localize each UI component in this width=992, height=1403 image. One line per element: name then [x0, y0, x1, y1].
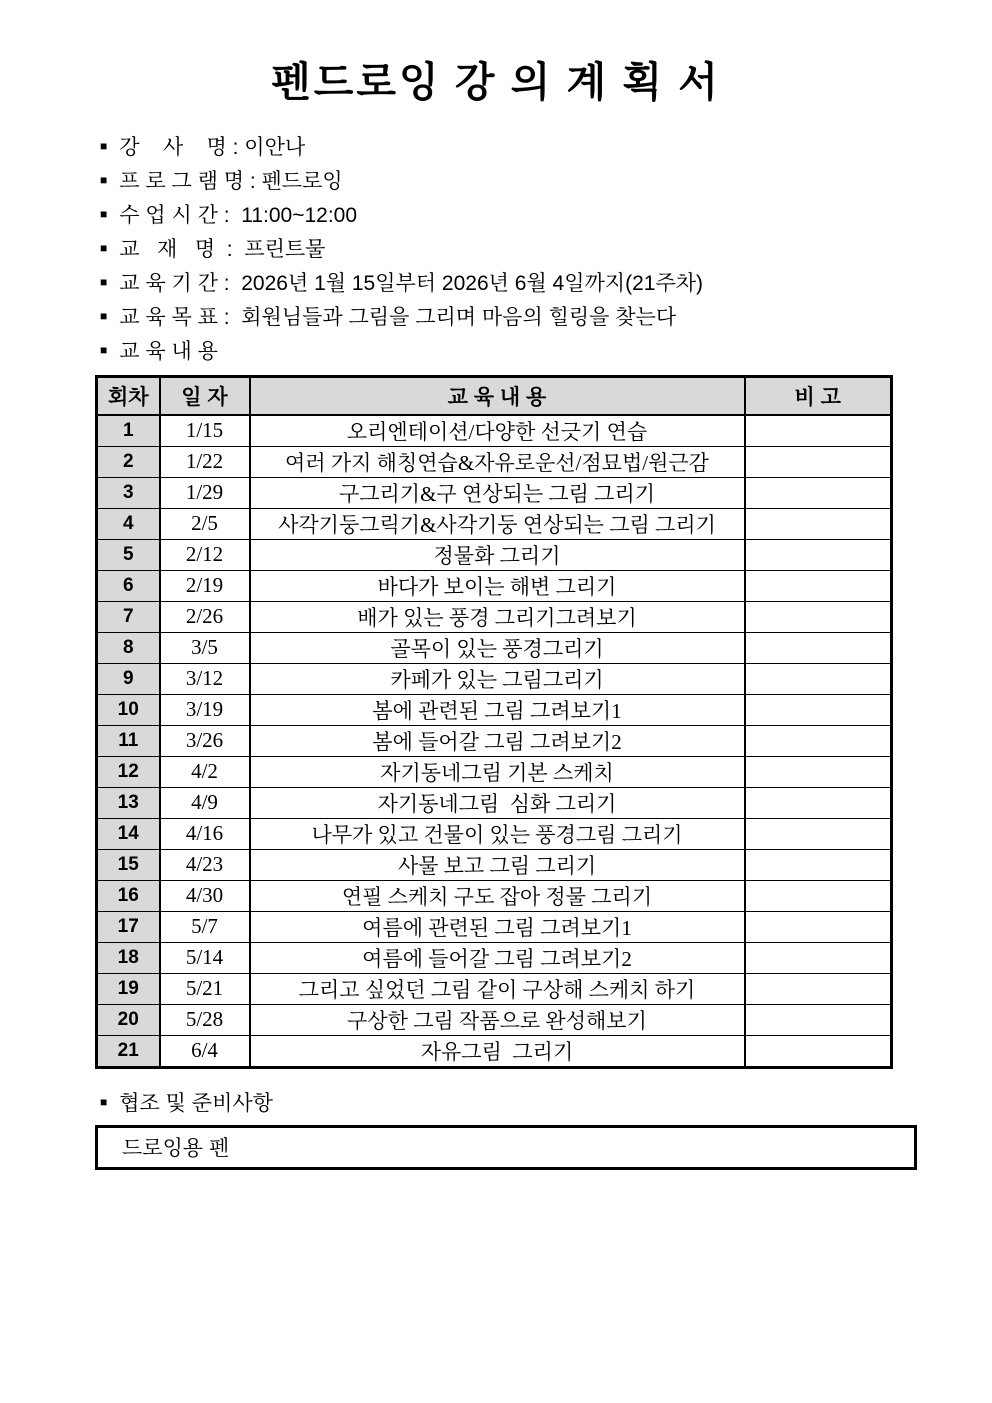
info-text: 프 로 그 램 명 : 펜드로잉 [119, 170, 343, 194]
prep-section-label [100, 1085, 992, 1119]
table-row [97, 818, 892, 849]
bullet-icon: ■ [100, 1094, 108, 1109]
table-row [97, 849, 892, 880]
table-header-row [97, 377, 892, 415]
info-text: 교 재 명 : 프린트물 [119, 238, 326, 262]
cell-note [745, 973, 892, 1004]
bullet-icon: ■ [100, 309, 108, 324]
bullet-icon: ■ [100, 343, 108, 358]
cell-note [745, 725, 892, 756]
cell-date: 3/12 [160, 663, 250, 694]
header-cell-note: 비 고 [745, 377, 892, 415]
cell-note [745, 1035, 892, 1067]
header-cell-content: 교 육 내 용 [250, 377, 745, 415]
cell-date: 1/15 [160, 415, 250, 447]
cell-note [745, 818, 892, 849]
cell-note [745, 1004, 892, 1035]
table-row [97, 1035, 892, 1067]
cell-date: 4/30 [160, 880, 250, 911]
cell-session-number: 9 [97, 663, 160, 694]
cell-note [745, 756, 892, 787]
cell-content: 자기동네그림 기본 스케치 [250, 756, 745, 787]
cell-content: 구그리기&구 연상되는 그림 그리기 [250, 477, 745, 508]
cell-content: 여름에 들어갈 그림 그려보기2 [250, 942, 745, 973]
cell-content: 연필 스케치 구도 잡아 정물 그리기 [250, 880, 745, 911]
cell-content: 바다가 보이는 해변 그리기 [250, 570, 745, 601]
bullet-icon: ■ [100, 173, 108, 188]
cell-date: 4/23 [160, 849, 250, 880]
table-row [97, 446, 892, 477]
cell-content: 그리고 싶었던 그림 같이 구상해 스케치 하기 [250, 973, 745, 1004]
cell-date: 4/16 [160, 818, 250, 849]
info-text: 교 육 내 용 [119, 340, 218, 364]
info-item-instructor [100, 129, 992, 163]
cell-session-number: 19 [97, 973, 160, 1004]
cell-date: 1/22 [160, 446, 250, 477]
cell-content: 나무가 있고 건물이 있는 풍경그림 그리기 [250, 818, 745, 849]
cell-date: 2/26 [160, 601, 250, 632]
cell-date: 6/4 [160, 1035, 250, 1067]
cell-date: 2/12 [160, 539, 250, 570]
cell-session-number: 18 [97, 942, 160, 973]
cell-date: 3/5 [160, 632, 250, 663]
cell-date: 5/14 [160, 942, 250, 973]
info-item-class-time [100, 197, 992, 231]
bullet-icon: ■ [100, 241, 108, 256]
cell-session-number: 6 [97, 570, 160, 601]
cell-content: 자유그림 그리기 [250, 1035, 745, 1067]
table-row [97, 663, 892, 694]
table-row [97, 539, 892, 570]
table-row [97, 477, 892, 508]
table-row [97, 632, 892, 663]
cell-session-number: 1 [97, 415, 160, 447]
cell-date: 5/28 [160, 1004, 250, 1035]
cell-content: 여름에 관련된 그림 그려보기1 [250, 911, 745, 942]
cell-session-number: 21 [97, 1035, 160, 1067]
cell-session-number: 3 [97, 477, 160, 508]
cell-content: 여러 가지 해칭연습&자유로운선/점묘법/원근감 [250, 446, 745, 477]
table-row [97, 787, 892, 818]
cell-session-number: 20 [97, 1004, 160, 1035]
info-text: 수 업 시 간 : 11:00~12:00 [119, 204, 358, 228]
table-row [97, 880, 892, 911]
info-item-program [100, 163, 992, 197]
bullet-icon: ■ [100, 139, 108, 154]
cell-date: 3/26 [160, 725, 250, 756]
header-cell-session: 회차 [97, 377, 160, 415]
info-item-contents [100, 333, 992, 367]
table-row [97, 756, 892, 787]
table-row [97, 1004, 892, 1035]
cell-session-number: 14 [97, 818, 160, 849]
cell-content: 오리엔테이션/다양한 선긋기 연습 [250, 415, 745, 447]
cell-note [745, 508, 892, 539]
cell-content: 봄에 관련된 그림 그려보기1 [250, 694, 745, 725]
info-text: 교 육 목 표 : 회원님들과 그림을 그리며 마음의 힐링을 찾는다 [119, 306, 677, 330]
cell-content: 카페가 있는 그림그리기 [250, 663, 745, 694]
cell-date: 5/7 [160, 911, 250, 942]
cell-date: 4/9 [160, 787, 250, 818]
cell-session-number: 4 [97, 508, 160, 539]
cell-session-number: 10 [97, 694, 160, 725]
bullet-icon: ■ [100, 207, 108, 222]
table-row [97, 694, 892, 725]
cell-note [745, 446, 892, 477]
cell-date: 5/21 [160, 973, 250, 1004]
cell-session-number: 8 [97, 632, 160, 663]
cell-date: 2/5 [160, 508, 250, 539]
cell-content: 봄에 들어갈 그림 그려보기2 [250, 725, 745, 756]
table-row [97, 508, 892, 539]
cell-session-number: 7 [97, 601, 160, 632]
cell-date: 2/19 [160, 570, 250, 601]
cell-session-number: 12 [97, 756, 160, 787]
cell-note [745, 849, 892, 880]
info-item-period [100, 265, 992, 299]
cell-note [745, 539, 892, 570]
cell-session-number: 17 [97, 911, 160, 942]
info-item-goal [100, 299, 992, 333]
prep-box-text: 드로잉용 펜 [122, 1137, 230, 1161]
cell-session-number: 15 [97, 849, 160, 880]
cell-content: 구상한 그림 작품으로 완성해보기 [250, 1004, 745, 1035]
header-cell-date: 일 자 [160, 377, 250, 415]
cell-content: 배가 있는 풍경 그리기그려보기 [250, 601, 745, 632]
cell-note [745, 942, 892, 973]
cell-content: 정물화 그리기 [250, 539, 745, 570]
cell-note [745, 911, 892, 942]
cell-note [745, 694, 892, 725]
cell-note [745, 570, 892, 601]
cell-note [745, 663, 892, 694]
cell-note [745, 632, 892, 663]
page-title: 펜드로잉 강 의 계 획 서 [271, 59, 721, 105]
table-row [97, 942, 892, 973]
info-list [100, 129, 992, 367]
cell-session-number: 16 [97, 880, 160, 911]
cell-note [745, 601, 892, 632]
schedule-table [95, 375, 893, 1069]
info-text: 교 육 기 간 : 2026년 1월 15일부터 2026년 6월 4일까지(21주차) [119, 272, 704, 296]
prep-label-text: 협조 및 준비사항 [119, 1091, 273, 1115]
cell-note [745, 787, 892, 818]
cell-session-number: 11 [97, 725, 160, 756]
cell-note [745, 415, 892, 447]
cell-session-number: 13 [97, 787, 160, 818]
prep-box [95, 1125, 917, 1170]
cell-session-number: 5 [97, 539, 160, 570]
cell-content: 골목이 있는 풍경그리기 [250, 632, 745, 663]
cell-note [745, 477, 892, 508]
table-row [97, 725, 892, 756]
cell-date: 1/29 [160, 477, 250, 508]
cell-session-number: 2 [97, 446, 160, 477]
cell-content: 자기동네그림 심화 그리기 [250, 787, 745, 818]
info-item-textbook [100, 231, 992, 265]
table-row [97, 415, 892, 447]
cell-content: 사물 보고 그림 그리기 [250, 849, 745, 880]
table-row [97, 911, 892, 942]
table-row [97, 973, 892, 1004]
cell-note [745, 880, 892, 911]
table-row [97, 570, 892, 601]
info-text: 강 사 명 : 이안나 [119, 136, 306, 160]
cell-date: 3/19 [160, 694, 250, 725]
cell-content: 사각기둥그릭기&사각기둥 연상되는 그림 그리기 [250, 508, 745, 539]
table-row [97, 601, 892, 632]
bullet-icon: ■ [100, 275, 108, 290]
cell-date: 4/2 [160, 756, 250, 787]
